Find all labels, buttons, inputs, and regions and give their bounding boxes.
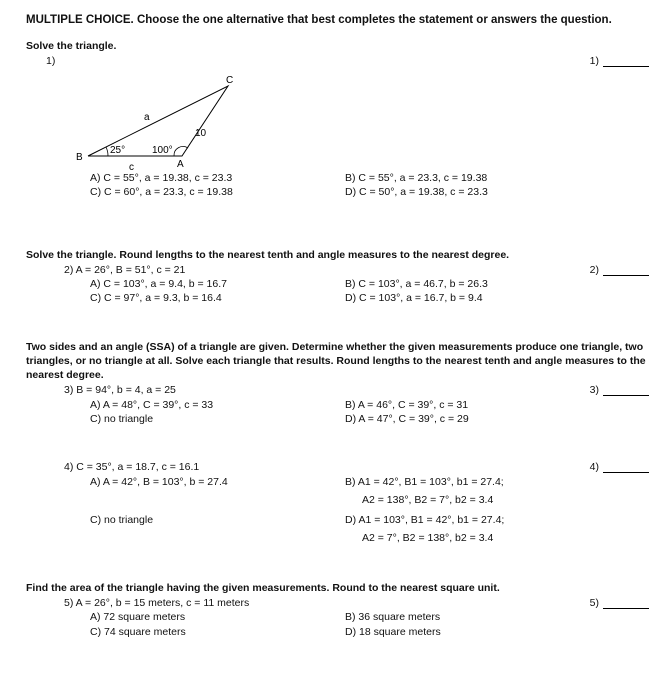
q5-option-b[interactable]: B) 36 square meters [345,611,441,623]
angle-label-b: 25° [110,145,126,156]
q3-option-b[interactable]: B) A = 46°, C = 39°, c = 31 [345,399,469,411]
q2-answer-blank[interactable] [590,264,649,276]
angle-arc-b [106,147,108,156]
q5-stem: 5) A = 26°, b = 15 meters, c = 11 meters [64,597,250,609]
q4-option-b[interactable] [345,476,504,488]
angle-label-a: 100° [152,145,173,156]
q2-option-d[interactable]: D) C = 103°, a = 16.7, b = 9.4 [345,292,483,304]
section1-heading: Solve the triangle. [26,40,117,52]
instructions: Choose the one alternative that best completes the statement or answers the question. [136,14,612,26]
q5-option-c[interactable]: C) 74 square meters [90,626,186,638]
q2-answer-number: 2) [589,264,599,276]
q1-number: 1) [46,55,56,67]
q2-option-b[interactable]: B) C = 103°, a = 46.7, b = 26.3 [345,278,488,290]
side-label-c: c [129,162,134,173]
side-length-10: 10 [195,128,207,139]
q4-option-d-line1: A1 = 103°, B1 = 42°, b1 = 27.4; [358,514,505,526]
angle-arc-a [174,146,188,156]
q2-stem: 2) A = 26°, B = 51°, c = 21 [64,264,186,276]
q3-option-a[interactable]: A) A = 48°, C = 39°, c = 33 [90,399,214,411]
triangle-figure [70,74,240,174]
q1-option-c[interactable]: C) C = 60°, a = 23.3, c = 19.38 [90,186,233,198]
q4-option-b-line1: A1 = 42°, B1 = 103°, b1 = 27.4; [357,476,504,488]
q5-answer-blank[interactable] [590,597,649,609]
q4-option-a[interactable]: A) A = 42°, B = 103°, b = 27.4 [90,476,228,488]
q1-option-b[interactable]: B) C = 55°, a = 23.3, c = 19.38 [345,172,488,184]
q4-option-d-line2: A2 = 7°, B2 = 138°, b2 = 3.4 [362,532,494,544]
title-label: MULTIPLE CHOICE. [26,14,134,26]
q2-answer-line[interactable] [603,265,649,276]
q3-answer-blank[interactable] [590,384,649,396]
q4-option-b-line2: A2 = 138°, B2 = 7°, b2 = 3.4 [362,494,494,506]
q1-answer-number: 1) [589,55,599,67]
q1-answer-blank[interactable] [590,55,649,67]
q4-answer-line[interactable] [603,462,649,473]
section4-heading: Find the area of the triangle having the given measurements. Round to the nearest square unit. [26,582,500,594]
page-title [26,14,612,26]
q3-option-d[interactable]: D) A = 47°, C = 39°, c = 29 [345,413,469,425]
section2-heading: Solve the triangle. Round lengths to the nearest tenth and angle measures to the nearest degree. [26,249,510,261]
q1-answer-line[interactable] [603,56,649,67]
vertex-label-b: B [76,152,83,163]
q3-answer-line[interactable] [603,385,649,396]
q2-option-a[interactable]: A) C = 103°, a = 9.4, b = 16.7 [90,278,227,290]
q4-answer-number: 4) [589,461,599,473]
vertex-label-c: C [226,75,234,86]
q1-option-d[interactable]: D) C = 50°, a = 19.38, c = 23.3 [345,186,488,198]
q4-option-d[interactable] [345,514,504,526]
q5-option-a[interactable]: A) 72 square meters [90,611,186,623]
q5-answer-line[interactable] [603,598,649,609]
q3-answer-number: 3) [589,384,599,396]
q5-option-d[interactable]: D) 18 square meters [345,626,441,638]
q4-option-d-prefix: D) [345,514,357,526]
q4-stem: 4) C = 35°, a = 18.7, c = 16.1 [64,461,200,473]
q4-option-c[interactable]: C) no triangle [90,514,154,526]
q3-stem: 3) B = 94°, b = 4, a = 25 [64,384,176,396]
section3-heading: Two sides and an angle (SSA) of a triangle are given. Determine whether the given measurements produce one triangle, two triangles, or no triangle at all. Solve each triangle that results. Round lengths to the nearest tenth and angle measures to the nearest degree. [26,341,646,381]
side-label-a: a [144,112,150,123]
q4-option-b-prefix: B) [345,476,356,488]
q4-answer-blank[interactable] [590,461,649,473]
q5-answer-number: 5) [589,597,599,609]
vertex-label-a: A [177,159,184,170]
q2-option-c[interactable]: C) C = 97°, a = 9.3, b = 16.4 [90,292,222,304]
q1-option-a[interactable]: A) C = 55°, a = 19.38, c = 23.3 [90,172,233,184]
q3-option-c[interactable]: C) no triangle [90,413,154,425]
